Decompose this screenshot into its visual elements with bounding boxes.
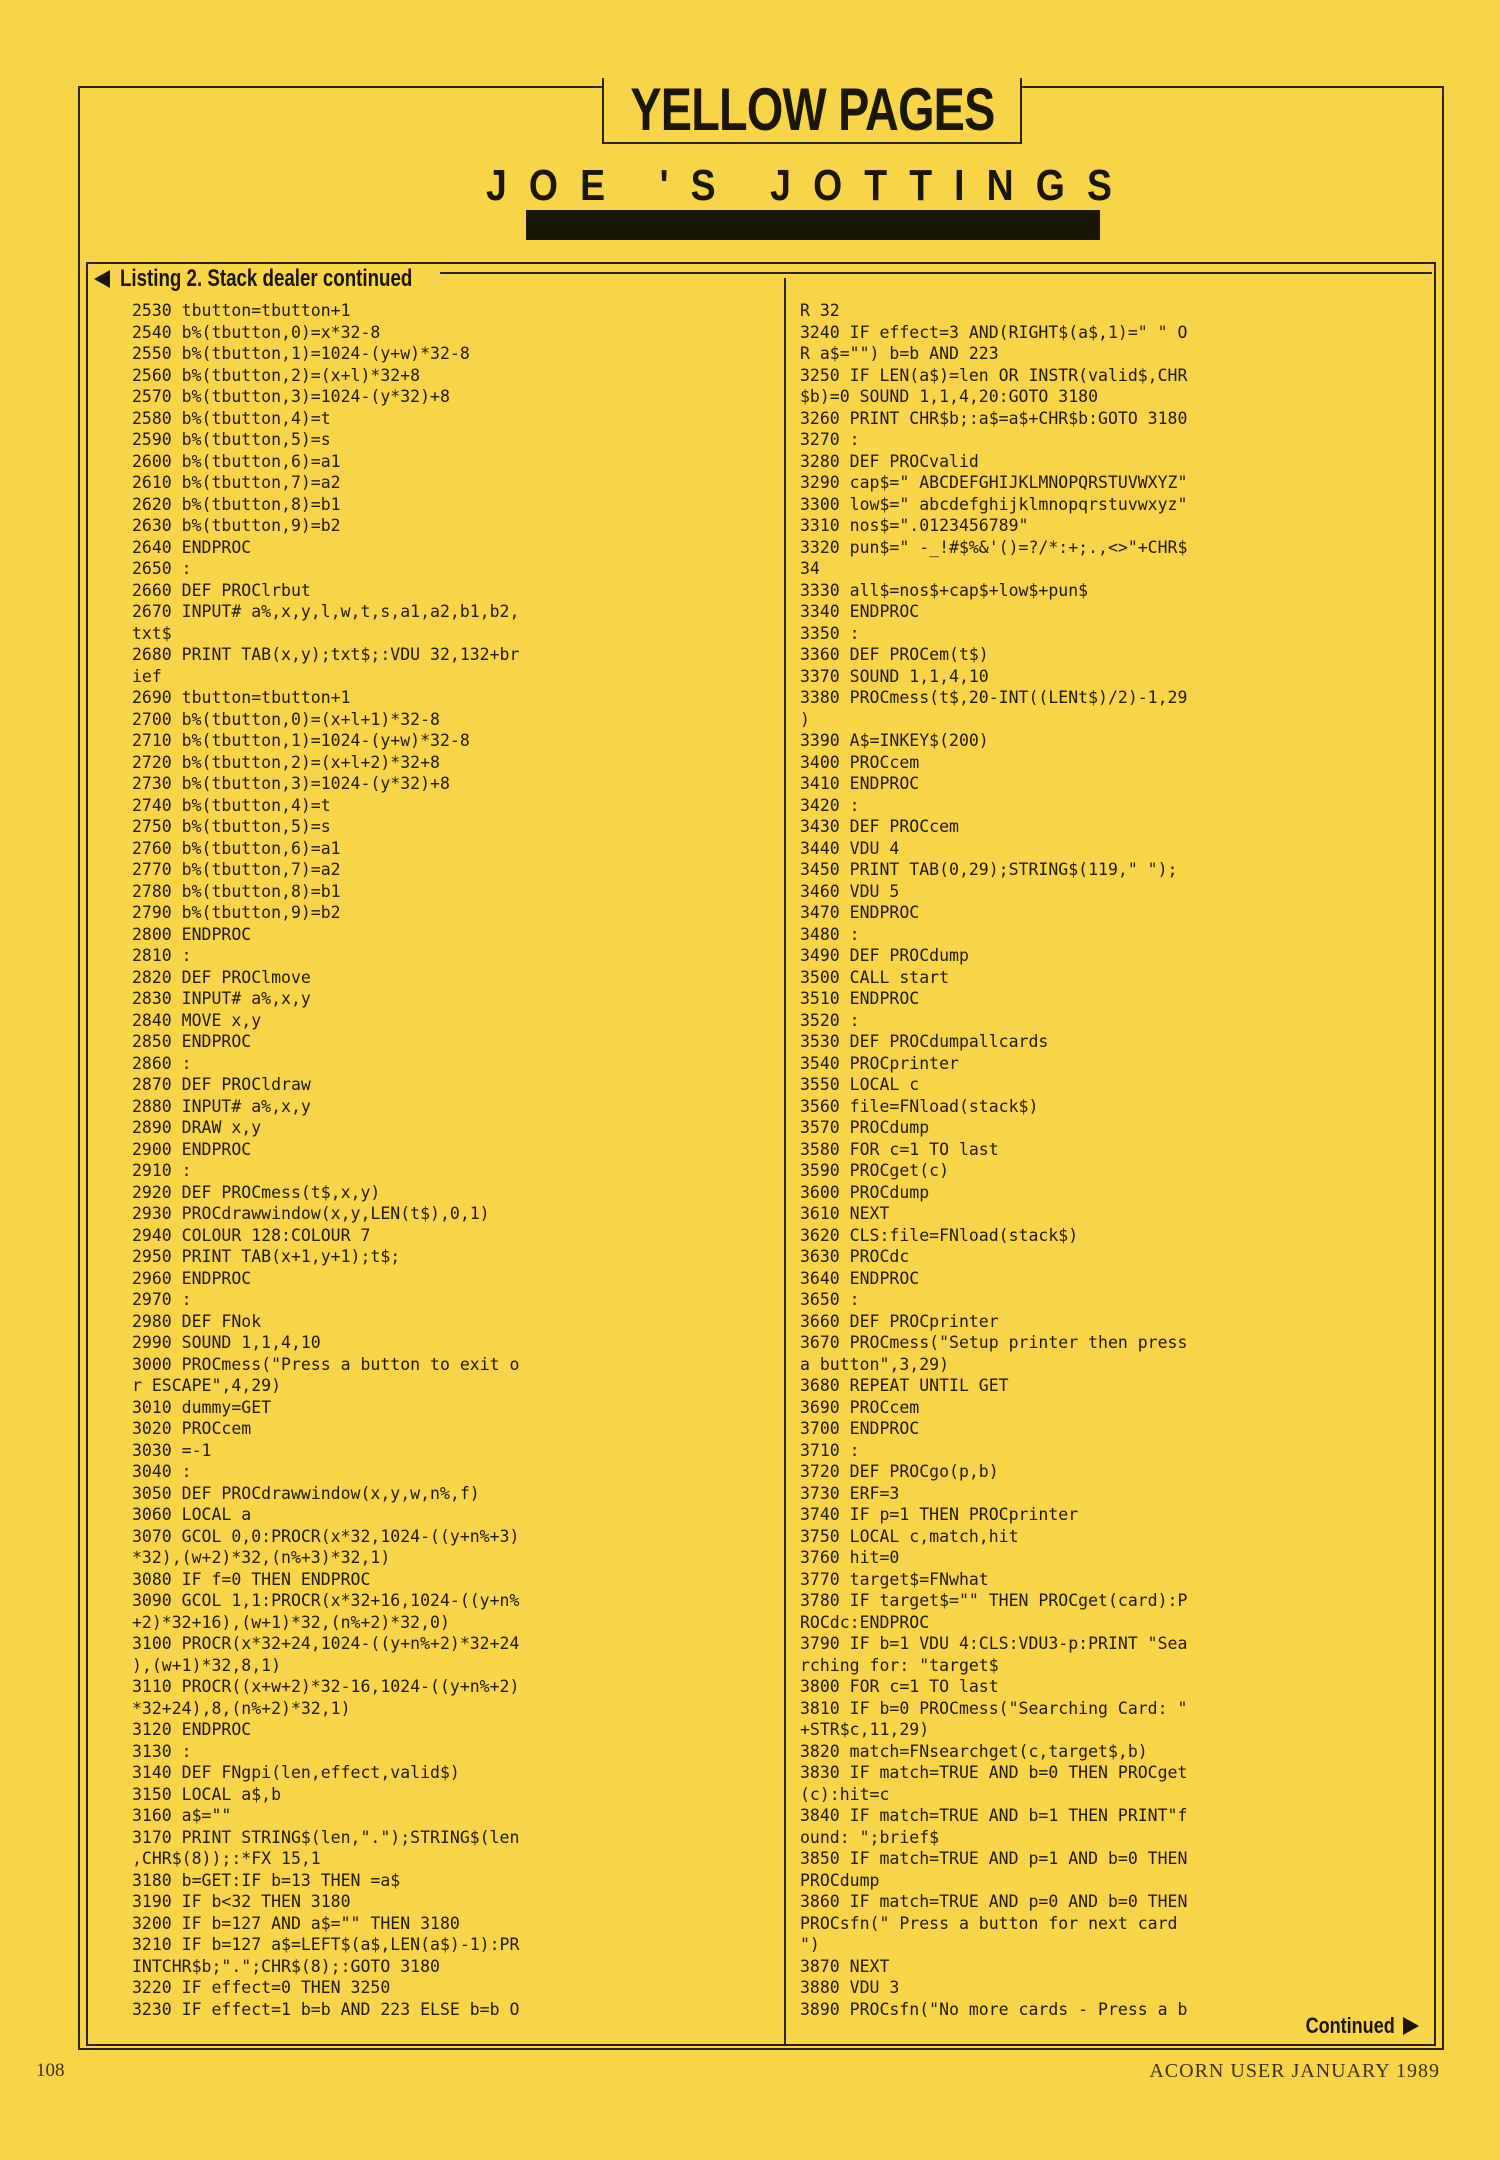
code-line: 3360 DEF PROCem(t$)	[800, 645, 989, 664]
code-line: 2940 COLOUR 128:COLOUR 7	[132, 1225, 371, 1245]
code-line: 3340 ENDPROC	[800, 602, 920, 621]
code-line: 3700 ENDPROC	[800, 1419, 920, 1438]
code-line: 2540 b%(tbutton,0)=x*32-8	[132, 322, 381, 342]
code-line: 2920 DEF PROCmess(t$,x,y)	[132, 1182, 381, 1202]
code-line: 3020 PROCcem	[132, 1419, 252, 1438]
code-line: 34	[800, 559, 820, 578]
code-line: 3670 PROCmess("Setup printer then press	[800, 1333, 1188, 1352]
code-line: 3180 b=GET:IF b=13 THEN =a$	[132, 1870, 401, 1890]
code-line: 3480 :	[800, 924, 860, 944]
code-line: 3560 file=FNload(stack$)	[800, 1096, 1039, 1116]
code-line: 2800 ENDPROC	[132, 924, 252, 944]
code-line: 3110 PROCR((x+w+2)*32-16,1024-((y+n%+2)	[132, 1677, 520, 1696]
code-line: 3620 CLS:file=FNload(stack$)	[800, 1225, 1079, 1245]
code-line: 3080 IF f=0 THEN ENDPROC	[132, 1569, 371, 1589]
code-line: 2630 b%(tbutton,9)=b2	[132, 516, 341, 535]
subtitle-bar	[526, 210, 1100, 240]
code-line: 2970 :	[132, 1290, 192, 1309]
code-line: 3810 IF b=0 PROCmess("Searching Card: "	[800, 1698, 1188, 1718]
code-line: 3000 PROCmess("Press a button to exit o	[132, 1354, 520, 1374]
code-line: 3630 PROCdc	[800, 1247, 910, 1266]
code-line: 3070 GCOL 0,0:PROCR(x*32,1024-((y+n%+3)	[132, 1526, 520, 1546]
code-line: 2580 b%(tbutton,4)=t	[132, 408, 331, 428]
code-line: 3320 pun$=" -_!#$%&'()=?/*:+;.,<>"+CHR$	[800, 537, 1188, 557]
code-line: 3540 PROCprinter	[800, 1053, 959, 1073]
code-line: 3730 ERF=3	[800, 1483, 900, 1503]
code-line: 3510 ENDPROC	[800, 989, 920, 1008]
code-line: 3130 :	[132, 1741, 192, 1761]
code-line: 3820 match=FNsearchget(c,target$,b)	[800, 1741, 1148, 1761]
code-line: +STR$c,11,29)	[800, 1720, 930, 1739]
code-line: 3850 IF match=TRUE AND p=1 AND b=0 THEN	[800, 1849, 1188, 1868]
code-line: 3460 VDU 5	[800, 881, 900, 901]
code-line: 3280 DEF PROCvalid	[800, 451, 979, 471]
code-line: 3470 ENDPROC	[800, 903, 920, 922]
code-line: 3420 :	[800, 795, 860, 815]
code-line: 3150 LOCAL a$,b	[132, 1784, 282, 1804]
code-line: 2760 b%(tbutton,6)=a1	[132, 838, 341, 858]
code-line: 3800 FOR c=1 TO last	[800, 1677, 999, 1696]
code-line: 2670 INPUT# a%,x,y,l,w,t,s,a1,a2,b1,b2,	[132, 602, 520, 621]
code-line: 3210 IF b=127 a$=LEFT$(a$,LEN(a$)-1):PR	[132, 1935, 520, 1954]
code-line: PROCdump	[800, 1870, 880, 1890]
code-line: a button",3,29)	[800, 1354, 950, 1374]
code-line: *32),(w+2)*32,(n%+3)*32,1)	[132, 1548, 391, 1567]
code-line: 2820 DEF PROClmove	[132, 967, 311, 987]
code-line: 2870 DEF PROCldraw	[132, 1075, 311, 1094]
code-line: 2610 b%(tbutton,7)=a2	[132, 473, 341, 492]
code-line: 3760 hit=0	[800, 1548, 900, 1567]
code-line: 2620 b%(tbutton,8)=b1	[132, 494, 341, 514]
code-line: 2530 tbutton=tbutton+1	[132, 301, 351, 320]
code-line: 3830 IF match=TRUE AND b=0 THEN PROCget	[800, 1763, 1188, 1782]
code-line: 3410 ENDPROC	[800, 774, 920, 793]
code-line: 3870 NEXT	[800, 1956, 890, 1976]
code-line: 3840 IF match=TRUE AND b=1 THEN PRINT"f	[800, 1806, 1188, 1825]
code-line: 2680 PRINT TAB(x,y);txt$;:VDU 32,132+br	[132, 645, 520, 664]
code-line: 3120 ENDPROC	[132, 1720, 252, 1739]
code-line: 3520 :	[800, 1010, 860, 1030]
code-line: 3380 PROCmess(t$,20-INT((LENt$)/2)-1,29	[800, 688, 1188, 707]
code-line: 3530 DEF PROCdumpallcards	[800, 1032, 1049, 1051]
code-line: ")	[800, 1935, 820, 1954]
code-line: 3160 a$=""	[132, 1806, 232, 1825]
code-line: 2790 b%(tbutton,9)=b2	[132, 903, 341, 922]
code-line: 3170 PRINT STRING$(len,".");STRING$(len	[132, 1827, 520, 1847]
code-line: 3860 IF match=TRUE AND p=0 AND b=0 THEN	[800, 1892, 1188, 1911]
code-line: 2700 b%(tbutton,0)=(x+l+1)*32-8	[132, 709, 440, 729]
arrow-right-icon	[1403, 2017, 1419, 2035]
page-title: YELLOW PAGES	[629, 76, 995, 143]
code-line: 2560 b%(tbutton,2)=(x+l)*32+8	[132, 365, 421, 385]
code-line: 3770 target$=FNwhat	[800, 1569, 989, 1589]
code-line: ),(w+1)*32,8,1)	[132, 1655, 282, 1675]
code-line: 2640 ENDPROC	[132, 537, 252, 557]
code-line: 2750 b%(tbutton,5)=s	[132, 817, 331, 836]
code-line: 3490 DEF PROCdump	[800, 946, 969, 965]
code-line: 2780 b%(tbutton,8)=b1	[132, 881, 341, 901]
page-number: 108	[36, 2060, 65, 2081]
code-line: 3300 low$=" abcdefghijklmnopqrstuvwxyz"	[800, 494, 1188, 514]
code-line: 3690 PROCcem	[800, 1397, 920, 1417]
code-line: 3200 IF b=127 AND a$="" THEN 3180	[132, 1913, 460, 1933]
code-line: 3550 LOCAL c	[800, 1075, 920, 1094]
code-line: 3720 DEF PROCgo(p,b)	[800, 1462, 999, 1481]
code-line: 2690 tbutton=tbutton+1	[132, 688, 351, 707]
code-line: 3570 PROCdump	[800, 1118, 930, 1137]
code-line: 2840 MOVE x,y	[132, 1010, 262, 1030]
code-line: 3600 PROCdump	[800, 1182, 930, 1202]
code-line: 2660 DEF PROClrbut	[132, 580, 311, 600]
code-line: 3390 A$=INKEY$(200)	[800, 731, 989, 750]
column-divider	[784, 278, 786, 2044]
code-line: +2)*32+16),(w+1)*32,(n%+2)*32,0)	[132, 1612, 450, 1632]
code-line: 2740 b%(tbutton,4)=t	[132, 795, 331, 815]
code-line: 3220 IF effect=0 THEN 3250	[132, 1978, 391, 1997]
code-line: 2710 b%(tbutton,1)=1024-(y+w)*32-8	[132, 731, 470, 750]
code-column-left	[132, 300, 772, 2020]
code-line: 3610 NEXT	[800, 1204, 890, 1223]
code-line: ief	[132, 666, 162, 686]
code-line: 2890 DRAW x,y	[132, 1118, 262, 1137]
code-line: ound: ";brief$	[800, 1827, 940, 1847]
code-line: 3260 PRINT CHR$b;:a$=a$+CHR$b:GOTO 3180	[800, 408, 1188, 428]
code-line: ,CHR$(8));:*FX 15,1	[132, 1849, 321, 1868]
code-line: r ESCAPE",4,29)	[132, 1376, 282, 1395]
magazine-footer: ACORN USER JANUARY 1989	[1149, 2060, 1440, 2082]
code-line: 2960 ENDPROC	[132, 1268, 252, 1288]
code-line: 2650 :	[132, 559, 192, 578]
code-line: 3430 DEF PROCcem	[800, 817, 959, 836]
code-line: 3310 nos$=".0123456789"	[800, 516, 1029, 535]
listing-header	[92, 264, 495, 294]
code-line: 3370 SOUND 1,1,4,10	[800, 666, 989, 686]
code-line: 3140 DEF FNgpi(len,effect,valid$)	[132, 1763, 460, 1782]
code-line: INTCHR$b;".";CHR$(8);:GOTO 3180	[132, 1956, 440, 1976]
code-line: rching for: "target$	[800, 1655, 999, 1675]
code-line: 3740 IF p=1 THEN PROCprinter	[800, 1505, 1079, 1524]
code-line: 3880 VDU 3	[800, 1978, 900, 1997]
code-line: 3270 :	[800, 430, 860, 449]
code-line: 2590 b%(tbutton,5)=s	[132, 430, 331, 449]
code-line: 3650 :	[800, 1290, 860, 1309]
code-line: 3710 :	[800, 1440, 860, 1460]
arrow-left-icon	[94, 270, 110, 288]
code-line: 3350 :	[800, 623, 860, 643]
code-line: R 32	[800, 301, 840, 320]
code-line: $b)=0 SOUND 1,1,4,20:GOTO 3180	[800, 387, 1099, 406]
code-line: 3660 DEF PROCprinter	[800, 1311, 999, 1331]
code-line: 3290 cap$=" ABCDEFGHIJKLMNOPQRSTUVWXYZ"	[800, 473, 1188, 492]
code-line: 3890 PROCsfn("No more cards - Press a b	[800, 1999, 1188, 2019]
code-line: 3050 DEF PROCdrawwindow(x,y,w,n%,f)	[132, 1483, 480, 1503]
code-line: 2600 b%(tbutton,6)=a1	[132, 451, 341, 471]
code-line: 3230 IF effect=1 b=b AND 223 ELSE b=b O	[132, 1999, 520, 2019]
code-line: 2730 b%(tbutton,3)=1024-(y*32)+8	[132, 774, 450, 793]
code-line: *32+24),8,(n%+2)*32,1)	[132, 1698, 351, 1718]
code-line: (c):hit=c	[800, 1784, 890, 1804]
column-subtitle: JOE 'S JOTTINGS	[486, 161, 1134, 210]
code-line: 3040 :	[132, 1462, 192, 1481]
code-line: 2810 :	[132, 946, 192, 965]
code-line: 2570 b%(tbutton,3)=1024-(y*32)+8	[132, 387, 450, 406]
code-line: )	[800, 709, 810, 729]
code-line: 3500 CALL start	[800, 967, 950, 987]
code-line: 3790 IF b=1 VDU 4:CLS:VDU3-p:PRINT "Sea	[800, 1634, 1188, 1653]
code-line: 2850 ENDPROC	[132, 1032, 252, 1051]
code-line: 2930 PROCdrawwindow(x,y,LEN(t$),0,1)	[132, 1204, 490, 1223]
code-line: 2550 b%(tbutton,1)=1024-(y+w)*32-8	[132, 344, 470, 363]
listing-header-rule	[440, 272, 1432, 274]
code-line: 3400 PROCcem	[800, 752, 920, 772]
code-line: 2860 :	[132, 1053, 192, 1073]
code-line: 3010 dummy=GET	[132, 1397, 272, 1417]
code-line: txt$	[132, 623, 172, 643]
code-line: 2830 INPUT# a%,x,y	[132, 989, 311, 1008]
code-line: 2880 INPUT# a%,x,y	[132, 1096, 311, 1116]
code-line: 3240 IF effect=3 AND(RIGHT$(a$,1)=" " O	[800, 322, 1188, 342]
code-line: 3580 FOR c=1 TO last	[800, 1139, 999, 1159]
code-line: 3030 =-1	[132, 1440, 212, 1460]
code-line: 2900 ENDPROC	[132, 1139, 252, 1159]
code-line: 3250 IF LEN(a$)=len OR INSTR(valid$,CHR	[800, 365, 1188, 385]
code-line: 3190 IF b<32 THEN 3180	[132, 1892, 351, 1911]
code-line: 3440 VDU 4	[800, 838, 900, 858]
code-line: 2770 b%(tbutton,7)=a2	[132, 860, 341, 879]
code-line: 3780 IF target$="" THEN PROCget(card):P	[800, 1591, 1188, 1610]
code-line: 3450 PRINT TAB(0,29);STRING$(119," ");	[800, 860, 1178, 879]
code-line: 3060 LOCAL a	[132, 1505, 252, 1524]
continued-marker	[1286, 2012, 1419, 2040]
code-line: 2950 PRINT TAB(x+1,y+1);t$;	[132, 1247, 401, 1266]
code-column-right	[800, 300, 1430, 2020]
code-line: R a$="") b=b AND 223	[800, 344, 999, 363]
code-line: 3640 ENDPROC	[800, 1268, 920, 1288]
code-line: 3590 PROCget(c)	[800, 1161, 950, 1180]
code-line: ROCdc:ENDPROC	[800, 1612, 930, 1632]
code-line: 3680 REPEAT UNTIL GET	[800, 1376, 1009, 1395]
code-line: 3090 GCOL 1,1:PROCR(x*32+16,1024-((y+n%	[132, 1591, 520, 1610]
code-line: 2720 b%(tbutton,2)=(x+l+2)*32+8	[132, 752, 440, 772]
listing-title: Listing 2. Stack dealer continued	[120, 265, 413, 292]
code-line: 3750 LOCAL c,match,hit	[800, 1526, 1019, 1546]
code-line: 3330 all$=nos$+cap$+low$+pun$	[800, 580, 1089, 600]
code-line: 2990 SOUND 1,1,4,10	[132, 1333, 321, 1352]
code-line: 2980 DEF FNok	[132, 1311, 262, 1331]
code-line: PROCsfn(" Press a button for next card	[800, 1913, 1178, 1933]
continued-label: Continued	[1305, 2013, 1395, 2038]
code-line: 3100 PROCR(x*32+24,1024-((y+n%+2)*32+24	[132, 1634, 520, 1653]
code-line: 2910 :	[132, 1161, 192, 1180]
header-title-box	[602, 78, 1022, 144]
